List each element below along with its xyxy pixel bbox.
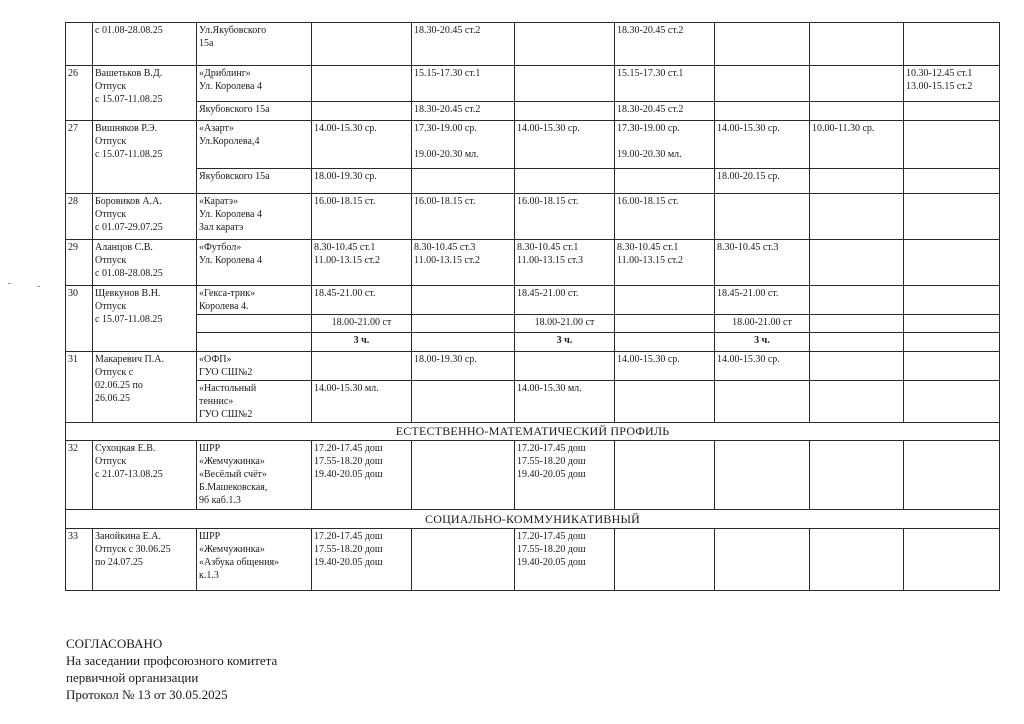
schedule-cell-day-2-line: 18.00-19.30 ср. (414, 354, 477, 365)
schedule-cell-day-1 (312, 102, 412, 121)
schedule-cell-day-1-line: 19.40-20.05 дош (314, 557, 383, 568)
schedule-cell-day-2-line: 15.15-17.30 ст.1 (414, 68, 481, 79)
club-cell-line: «Каратэ» (199, 196, 239, 207)
club-cell (197, 102, 312, 121)
teacher-cell-line: Вишняков Р.Э. (95, 123, 158, 134)
schedule-cell-day-1-line: 17.20-17.45 дош (314, 443, 383, 454)
schedule-cell-day-1 (312, 240, 412, 286)
schedule-cell-day-1 (312, 529, 412, 591)
schedule-cell-day-4-line: 18.30-20.45 ст.2 (617, 104, 684, 115)
schedule-cell-day-2 (412, 121, 515, 169)
schedule-cell-day-5 (715, 352, 810, 381)
schedule-cell-day-6 (810, 23, 904, 66)
schedule-cell-day-4 (615, 381, 715, 423)
teacher-cell-line: Отпуск (95, 81, 127, 92)
schedule-table (65, 22, 1000, 591)
schedule-cell-day-5-line: 3 ч. (754, 335, 770, 346)
schedule-cell-day-5 (715, 169, 810, 194)
club-cell-line: «Настольный (199, 383, 257, 394)
schedule-cell-day-4 (615, 333, 715, 352)
club-cell-line: к.1.3 (199, 570, 219, 581)
club-cell-line: Ул.Королева,4 (199, 136, 260, 147)
schedule-cell-day-3 (515, 441, 615, 510)
teacher-cell-line: Отпуск с (95, 367, 134, 378)
row-number: 33 (66, 529, 93, 591)
schedule-cell-day-5 (715, 194, 810, 240)
club-cell (197, 23, 312, 66)
teacher-cell (93, 121, 197, 194)
section-header: ЕСТЕСТВЕННО-МАТЕМАТИЧЕСКИЙ ПРОФИЛЬ (66, 423, 1000, 441)
club-cell-line: 9б каб.1.3 (199, 495, 241, 506)
schedule-cell-day-1 (312, 121, 412, 169)
schedule-cell-day-1 (312, 23, 412, 66)
table-row (66, 194, 1000, 240)
row-number: 30 (66, 286, 93, 352)
schedule-cell-day-6 (810, 333, 904, 352)
table-row (66, 240, 1000, 286)
schedule-cell-day-7 (904, 333, 1000, 352)
teacher-cell-line: Отпуск (95, 209, 127, 220)
table-row (66, 315, 1000, 333)
schedule-cell-day-4-line: 14.00-15.30 ср. (617, 354, 680, 365)
schedule-cell-day-1 (312, 441, 412, 510)
schedule-cell-day-6 (810, 240, 904, 286)
schedule-cell-day-5-line: 18.00-21.00 ст (732, 317, 792, 328)
club-cell (197, 286, 312, 315)
section-row (66, 423, 1000, 441)
schedule-cell-day-2 (412, 529, 515, 591)
schedule-cell-day-5 (715, 121, 810, 169)
schedule-cell-day-4 (615, 66, 715, 102)
teacher-cell (93, 441, 197, 510)
schedule-cell-day-5 (715, 102, 810, 121)
club-cell (197, 441, 312, 510)
section-header: СОЦИАЛЬНО-КОММУНИКАТИВНЫЙ (66, 510, 1000, 529)
schedule-cell-day-2-line: 18.30-20.45 ст.2 (414, 25, 481, 36)
schedule-cell-day-7 (904, 194, 1000, 240)
teacher-cell-line: Щевкунов В.Н. (95, 288, 161, 299)
teacher-cell-line: Занойкина Е.А. (95, 531, 161, 542)
schedule-cell-day-1-line: 16.00-18.15 ст. (314, 196, 376, 207)
schedule-cell-day-3-line: 17.55-18.20 дош (517, 544, 586, 555)
schedule-cell-day-6 (810, 352, 904, 381)
teacher-cell (93, 286, 197, 352)
schedule-cell-day-6 (810, 286, 904, 315)
schedule-cell-day-2-line: 16.00-18.15 ст. (414, 196, 476, 207)
schedule-cell-day-6 (810, 441, 904, 510)
teacher-cell-line: Отпуск (95, 301, 127, 312)
schedule-cell-day-1-line: 18.00-21.00 ст (331, 317, 392, 328)
schedule-cell-day-5 (715, 441, 810, 510)
approval-heading: СОГЛАСОВАНО (66, 636, 163, 651)
club-cell-line: ГУО СШ№2 (199, 367, 253, 378)
schedule-cell-day-1 (312, 315, 412, 333)
schedule-cell-day-5-line: 8.30-10.45 ст.3 (717, 242, 779, 253)
schedule-cell-day-2 (412, 102, 515, 121)
row-number: 27 (66, 121, 93, 194)
schedule-cell-day-4 (615, 315, 715, 333)
schedule-cell-day-2 (412, 169, 515, 194)
schedule-cell-day-5 (715, 286, 810, 315)
row-number: 31 (66, 352, 93, 423)
schedule-cell-day-5 (715, 333, 810, 352)
schedule-cell-day-2 (412, 315, 515, 333)
schedule-cell-day-3-line: 19.40-20.05 дош (517, 469, 586, 480)
club-cell (197, 66, 312, 102)
schedule-cell-day-2-line: 17.30-19.00 ср. (414, 123, 477, 134)
club-cell (197, 352, 312, 381)
club-cell-line: «Жемчужинка» (199, 544, 265, 555)
schedule-cell-day-4 (615, 102, 715, 121)
club-cell-line: «Азарт» (199, 123, 234, 134)
teacher-cell-line: Боровиков А.А. (95, 196, 162, 207)
teacher-cell-line: Аланцов С.В. (95, 242, 153, 253)
schedule-cell-day-1-line: 17.55-18.20 дош (314, 544, 383, 555)
teacher-cell-line: Сухоцкая Е.В. (95, 443, 156, 454)
schedule-cell-day-1 (312, 352, 412, 381)
schedule-cell-day-5 (715, 240, 810, 286)
schedule-cell-day-2-line: 11.00-13.15 ст.2 (414, 255, 481, 266)
schedule-cell-day-3-line: 18.00-21.00 ст (534, 317, 595, 328)
club-cell-line: «Азбука общения» (199, 557, 280, 568)
schedule-cell-day-5 (715, 381, 810, 423)
schedule-cell-day-6 (810, 66, 904, 102)
schedule-cell-day-1-line: 18.45-21.00 ст. (314, 288, 376, 299)
schedule-cell-day-3 (515, 121, 615, 169)
schedule-cell-day-7 (904, 529, 1000, 591)
club-cell-line: Якубовского 15а (199, 104, 270, 115)
club-cell-line: «Футбол» (199, 242, 242, 253)
row-number: 28 (66, 194, 93, 240)
schedule-cell-day-1-line: 18.00-19.30 ср. (314, 171, 377, 182)
schedule-cell-day-5 (715, 315, 810, 333)
schedule-cell-day-1-line: 14.00-15.30 ср. (314, 123, 377, 134)
schedule-cell-day-4-line: 15.15-17.30 ст.1 (617, 68, 684, 79)
schedule-cell-day-7 (904, 169, 1000, 194)
teacher-cell (93, 352, 197, 423)
schedule-cell-day-3 (515, 169, 615, 194)
club-cell (197, 169, 312, 194)
schedule-cell-day-4 (615, 194, 715, 240)
club-cell-line: «Жемчужинка» (199, 456, 265, 467)
scan-speck (37, 286, 40, 287)
club-cell-line: «Гекса-трик» (199, 288, 256, 299)
club-cell-line: ГУО СШ№2 (199, 409, 253, 420)
schedule-cell-day-2 (412, 352, 515, 381)
schedule-cell-day-3-line: 17.20-17.45 дош (517, 531, 586, 542)
approval-committee: На заседании профсоюзного комитета (66, 653, 278, 668)
club-cell-line: «Дриблинг» (199, 68, 251, 79)
teacher-cell-line: с 01.08-28.08.25 (95, 268, 163, 279)
schedule-cell-day-3 (515, 352, 615, 381)
schedule-cell-day-5 (715, 23, 810, 66)
table-row (66, 352, 1000, 381)
schedule-cell-day-4-line: 19.00-20.30 мл. (617, 149, 682, 160)
schedule-cell-day-3-line: 11.00-13.15 ст.3 (517, 255, 584, 266)
schedule-cell-day-4 (615, 441, 715, 510)
schedule-cell-day-2 (412, 381, 515, 423)
schedule-cell-day-3 (515, 23, 615, 66)
schedule-cell-day-1-line: 14.00-15.30 мл. (314, 383, 379, 394)
schedule-cell-day-7 (904, 441, 1000, 510)
schedule-cell-day-3 (515, 194, 615, 240)
club-cell (197, 333, 312, 352)
schedule-cell-day-1 (312, 66, 412, 102)
schedule-cell-day-1-line: 17.20-17.45 дош (314, 531, 383, 542)
teacher-cell-line: Отпуск (95, 255, 127, 266)
schedule-cell-day-6-line: 10.00-11.30 ср. (812, 123, 875, 134)
schedule-cell-day-4 (615, 529, 715, 591)
club-cell-line: Б.Машековская, (199, 482, 268, 493)
club-cell-line: 15а (199, 38, 214, 49)
schedule-cell-day-4-line: 16.00-18.15 ст. (617, 196, 679, 207)
schedule-cell-day-2-line: 19.00-20.30 мл. (414, 149, 479, 160)
schedule-cell-day-3 (515, 381, 615, 423)
teacher-cell-line: Отпуск с 30.06.25 (95, 544, 171, 555)
schedule-cell-day-2-line: 18.30-20.45 ст.2 (414, 104, 481, 115)
row-number: 32 (66, 441, 93, 510)
schedule-cell-day-2 (412, 66, 515, 102)
table-row (66, 23, 1000, 66)
teacher-cell-line: Отпуск (95, 136, 127, 147)
teacher-cell (93, 194, 197, 240)
teacher-cell-line: с 15.07-11.08.25 (95, 314, 163, 325)
schedule-cell-day-4-line: 18.30-20.45 ст.2 (617, 25, 684, 36)
club-cell-line: ШРР (199, 443, 221, 454)
schedule-cell-day-7 (904, 102, 1000, 121)
schedule-cell-day-7 (904, 240, 1000, 286)
schedule-cell-day-3 (515, 315, 615, 333)
club-cell-line: Королева 4. (199, 301, 249, 312)
schedule-cell-day-5-line: 18.45-21.00 ст. (717, 288, 779, 299)
table-row (66, 102, 1000, 121)
schedule-cell-day-3-line: 14.00-15.30 ср. (517, 123, 580, 134)
schedule-cell-day-2 (412, 240, 515, 286)
schedule-cell-day-7 (904, 23, 1000, 66)
schedule-cell-day-6 (810, 194, 904, 240)
club-cell-line: ШРР (199, 531, 221, 542)
schedule-cell-day-4-line (617, 135, 712, 148)
schedule-cell-day-7 (904, 315, 1000, 333)
schedule-cell-day-2-line: 8.30-10.45 ст.3 (414, 242, 476, 253)
schedule-cell-day-6 (810, 529, 904, 591)
schedule-cell-day-6 (810, 169, 904, 194)
club-cell-line: Зал каратэ (199, 222, 244, 233)
schedule-cell-day-7 (904, 286, 1000, 315)
schedule-cell-day-1-line: 19.40-20.05 дош (314, 469, 383, 480)
schedule-cell-day-3 (515, 240, 615, 286)
schedule-cell-day-3 (515, 102, 615, 121)
schedule-cell-day-4 (615, 240, 715, 286)
schedule-cell-day-1 (312, 169, 412, 194)
schedule-cell-day-1-line: 8.30-10.45 ст.1 (314, 242, 376, 253)
schedule-cell-day-4-line: 11.00-13.15 ст.2 (617, 255, 684, 266)
schedule-cell-day-5 (715, 66, 810, 102)
teacher-cell (93, 66, 197, 121)
teacher-cell-line: Вашетьков В.Д. (95, 68, 163, 79)
club-cell-line: теннис» (199, 396, 234, 407)
teacher-cell (93, 529, 197, 591)
schedule-cell-day-5-line: 18.00-20.15 ср. (717, 171, 780, 182)
schedule-cell-day-3-line: 17.55-18.20 дош (517, 456, 586, 467)
teacher-cell-line: 02.06.25 по (95, 380, 143, 391)
club-cell-line: «ОФП» (199, 354, 232, 365)
schedule-cell-day-5-line: 14.00-15.30 ср. (717, 354, 780, 365)
schedule-cell-day-1 (312, 194, 412, 240)
table-row (66, 121, 1000, 169)
schedule-cell-day-2 (412, 23, 515, 66)
section-row (66, 510, 1000, 529)
club-cell (197, 381, 312, 423)
teacher-cell (93, 240, 197, 286)
schedule-cell-day-7-line: 10.30-12.45 ст.1 (906, 68, 973, 79)
table-row (66, 169, 1000, 194)
club-cell-line: Ул. Королева 4 (199, 255, 262, 266)
schedule-cell-day-2 (412, 333, 515, 352)
schedule-cell-day-4 (615, 352, 715, 381)
club-cell (197, 315, 312, 333)
schedule-cell-day-1-line: 17.55-18.20 дош (314, 456, 383, 467)
table-row (66, 286, 1000, 315)
schedule-cell-day-3 (515, 333, 615, 352)
schedule-cell-day-3-line: 16.00-18.15 ст. (517, 196, 579, 207)
row-number (66, 23, 93, 66)
table-row (66, 441, 1000, 510)
approval-protocol: Протокол № 13 от 30.05.2025 (66, 687, 228, 702)
table-row (66, 381, 1000, 423)
teacher-cell-line: с 01.08-28.08.25 (95, 25, 163, 36)
teacher-cell-line: 26.06.25 (95, 393, 130, 404)
teacher-cell-line: с 15.07-11.08.25 (95, 94, 163, 105)
schedule-cell-day-1 (312, 286, 412, 315)
club-cell (197, 194, 312, 240)
approval-organization: первичной организации (66, 670, 199, 685)
teacher-cell (93, 23, 197, 66)
schedule-cell-day-1-line: 3 ч. (353, 335, 370, 346)
schedule-cell-day-1-line: 11.00-13.15 ст.2 (314, 255, 381, 266)
club-cell-line: «Весёлый счёт» (199, 469, 267, 480)
row-number: 29 (66, 240, 93, 286)
schedule-cell-day-3-line: 18.45-21.00 ст. (517, 288, 579, 299)
schedule-cell-day-6 (810, 121, 904, 169)
approval-footer (66, 635, 277, 703)
schedule-cell-day-5 (715, 529, 810, 591)
club-cell-line: Якубовского 15а (199, 171, 270, 182)
teacher-cell-line: по 24.07.25 (95, 557, 143, 568)
scan-speck (8, 283, 11, 284)
schedule-cell-day-4-line: 8.30-10.45 ст.1 (617, 242, 679, 253)
schedule-cell-day-1 (312, 333, 412, 352)
club-cell-line: Ул. Королева 4 (199, 81, 262, 92)
schedule-cell-day-2 (412, 286, 515, 315)
schedule-cell-day-4 (615, 169, 715, 194)
club-cell (197, 529, 312, 591)
schedule-cell-day-6 (810, 315, 904, 333)
teacher-cell-line: Макаревич П.А. (95, 354, 164, 365)
row-number: 26 (66, 66, 93, 121)
schedule-cell-day-5-line: 14.00-15.30 ср. (717, 123, 780, 134)
schedule-cell-day-7 (904, 66, 1000, 102)
teacher-cell-line: с 15.07-11.08.25 (95, 149, 163, 160)
schedule-cell-day-6 (810, 381, 904, 423)
schedule-cell-day-2 (412, 194, 515, 240)
schedule-cell-day-3-line: 14.00-15.30 мл. (517, 383, 582, 394)
teacher-cell-line: Отпуск (95, 456, 127, 467)
table-row (66, 529, 1000, 591)
schedule-cell-day-3 (515, 286, 615, 315)
table-row (66, 333, 1000, 352)
schedule-cell-day-1 (312, 381, 412, 423)
club-cell-line: Ул.Якубовского (199, 25, 267, 36)
club-cell (197, 121, 312, 169)
schedule-cell-day-7 (904, 121, 1000, 169)
schedule-cell-day-6 (810, 102, 904, 121)
schedule-cell-day-4-line: 17.30-19.00 ср. (617, 123, 680, 134)
schedule-cell-day-3-line: 17.20-17.45 дош (517, 443, 586, 454)
schedule-cell-day-7 (904, 352, 1000, 381)
schedule-cell-day-3 (515, 529, 615, 591)
schedule-cell-day-3-line: 19.40-20.05 дош (517, 557, 586, 568)
schedule-cell-day-3-line: 3 ч. (556, 335, 573, 346)
schedule-cell-day-3 (515, 66, 615, 102)
club-cell-line: Ул. Королева 4 (199, 209, 262, 220)
teacher-cell-line: с 21.07-13.08.25 (95, 469, 163, 480)
schedule-cell-day-4 (615, 286, 715, 315)
schedule-cell-day-3-line: 8.30-10.45 ст.1 (517, 242, 579, 253)
teacher-cell-line: с 01.07-29.07.25 (95, 222, 163, 233)
schedule-cell-day-4 (615, 23, 715, 66)
schedule-cell-day-7 (904, 381, 1000, 423)
schedule-cell-day-2 (412, 441, 515, 510)
schedule-cell-day-4 (615, 121, 715, 169)
schedule-cell-day-7-line: 13.00-15.15 ст.2 (906, 81, 973, 92)
club-cell (197, 240, 312, 286)
schedule-cell-day-2-line (414, 135, 512, 148)
table-row (66, 66, 1000, 102)
